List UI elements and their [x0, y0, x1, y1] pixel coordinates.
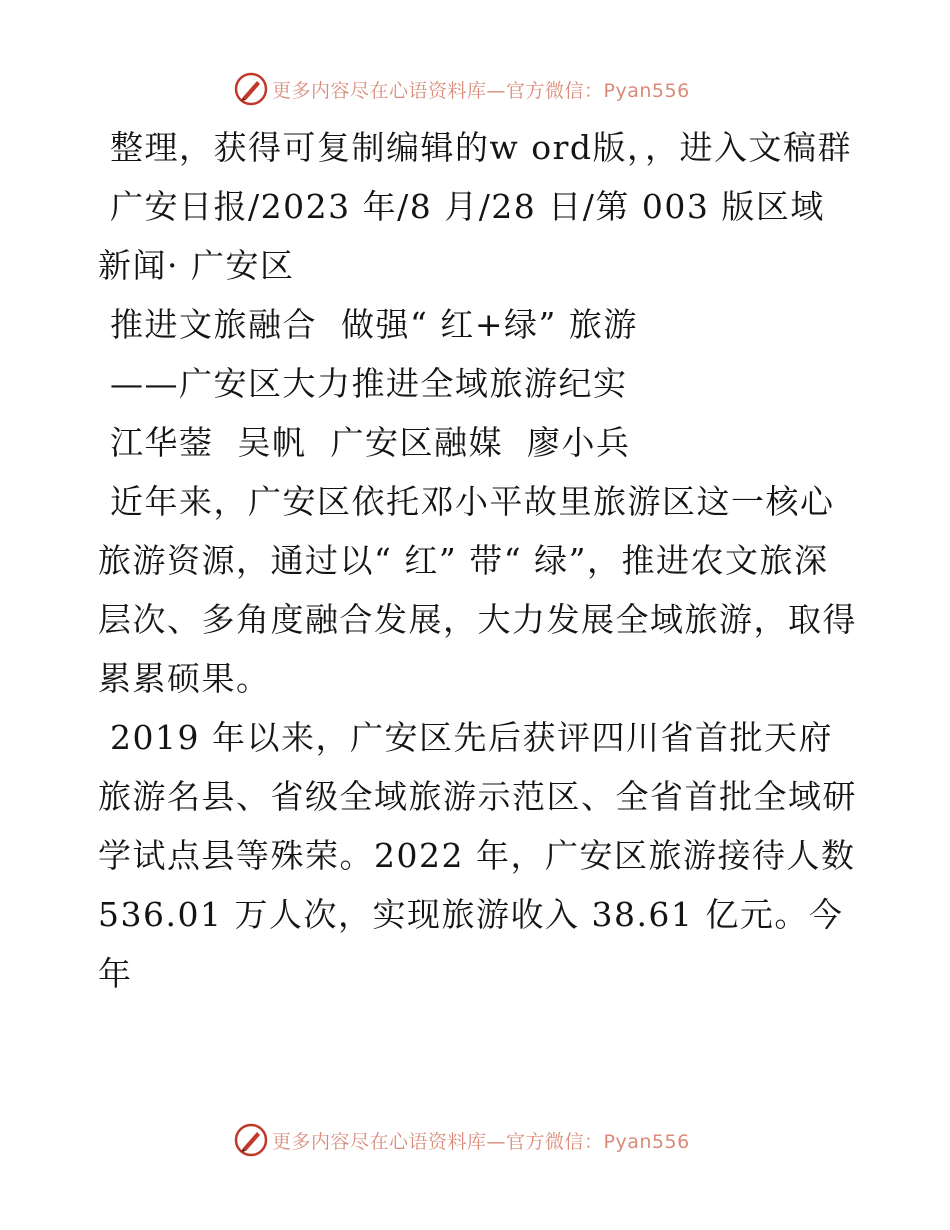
authors-line: 江华蓥 吴帆 广安区融媒 廖小兵: [110, 423, 631, 462]
document-body: [98, 118, 868, 1003]
header-banner: [234, 72, 754, 106]
header-banner-text: 更多内容尽在心语资料库—官方微信：Pyan556: [272, 79, 690, 102]
paragraph-2: 2019 年以来，广安区先后获评四川省首批天府旅游名县、省级全域旅游示范区、全省首批全域研学试点县等殊荣。2022 年，广安区旅游接待人数 536.01 万人次，实现旅游收入 38.61 亿元。今年: [98, 718, 868, 993]
pen-logo-icon: [234, 1123, 268, 1157]
article-title: 推进文旅融合 做强“ 红+绿” 旅游: [110, 305, 638, 344]
intro-line: 整理，获得可复制编辑的w ord版，，进入文稿群: [110, 128, 853, 167]
footer-banner: [234, 1123, 754, 1157]
article-subtitle: ——广安区大力推进全域旅游纪实: [110, 364, 628, 403]
source-line: 广安日报/2023 年/8 月/28 日/第 003 版区域新闻· 广安区: [98, 187, 825, 285]
pen-logo-icon: [234, 72, 268, 106]
paragraph-1: 近年来，广安区依托邓小平故里旅游区这一核心旅游资源，通过以“ 红” 带“ 绿”，推进农文旅深层次、多角度融合发展，大力发展全域旅游，取得累累硕果。: [98, 482, 857, 698]
footer-banner-text: 更多内容尽在心语资料库—官方微信：Pyan556: [272, 1130, 690, 1153]
